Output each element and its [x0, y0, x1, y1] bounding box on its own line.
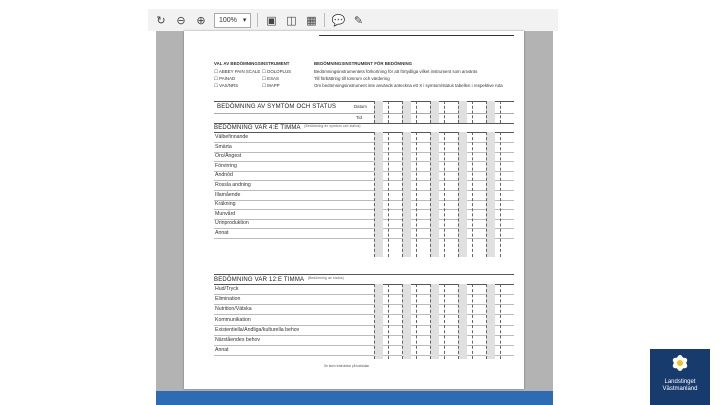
logo-text	[662, 379, 697, 392]
option-1: ☐ ABBEY PAIN SCALE	[214, 69, 261, 74]
grid-divider	[416, 284, 417, 359]
logo-line-1: Landstinget	[664, 379, 696, 385]
logo-line-2: Västmanland	[662, 385, 698, 392]
grid-shade	[374, 284, 383, 359]
header-mid-rule	[214, 113, 514, 114]
symptom-row-label: Förvirring	[215, 162, 237, 169]
symptom-row-label: Nutrition/Vätska	[215, 306, 252, 313]
grid-divider	[486, 101, 487, 123]
zoom-out-icon[interactable]: ⊖	[176, 13, 186, 27]
grid-divider	[444, 284, 445, 359]
toolbar-separator	[324, 13, 325, 27]
grid-shade	[458, 284, 467, 359]
taskbar	[156, 391, 553, 405]
grid-divider	[458, 284, 459, 359]
grid-divider	[486, 132, 487, 257]
row-rule	[214, 142, 514, 143]
grid-divider	[472, 132, 473, 257]
fit-page-icon[interactable]: ▣	[266, 13, 277, 27]
zoom-value: 100%	[219, 16, 237, 24]
grid-divider	[402, 284, 403, 359]
symptom-row-label: Närståendes behov	[215, 337, 260, 343]
grid-divider	[388, 284, 389, 359]
row-rule	[214, 345, 514, 346]
grid-shade	[402, 284, 411, 359]
grid-shade	[430, 132, 439, 257]
zoom-in-icon[interactable]: ⊕	[196, 13, 206, 27]
symptom-row-label: Hud/Tryck	[215, 286, 239, 292]
comment-icon[interactable]: 💬	[331, 13, 346, 27]
header-rule	[214, 101, 514, 102]
top-rule	[319, 35, 514, 36]
section1-rule	[214, 132, 514, 133]
grid-divider	[402, 101, 403, 123]
row-rule	[214, 294, 514, 295]
grid-divider	[374, 284, 375, 359]
row-rule	[214, 355, 514, 356]
rotate-icon[interactable]: ↻	[156, 13, 166, 27]
tid-label: Tid	[356, 115, 362, 120]
grid-divider	[416, 132, 417, 257]
chevron-down-icon: ▾	[242, 17, 247, 24]
footer-note: Se även instruktion på baksidan	[324, 364, 370, 368]
instruction-line-1: Bedömningsinstrumentets förkortning för att förtydliga vilket instrument som använts	[314, 69, 478, 74]
symptom-row-label: Elimination	[215, 296, 241, 303]
document-page	[184, 31, 524, 389]
row-rule	[214, 314, 514, 315]
grid-divider	[402, 132, 403, 257]
grid-shade	[430, 101, 439, 123]
symptom-row-label: Urinproduktion	[215, 220, 249, 227]
symptom-status-title: BEDÖMNING AV SYMTOM OCH STATUS	[217, 104, 337, 110]
grid-divider	[444, 101, 445, 123]
grid-shade	[486, 132, 495, 257]
row-rule	[214, 228, 514, 229]
symptom-row-label: Oro/Ångest	[215, 153, 242, 160]
grid-divider	[430, 284, 431, 359]
two-page-icon[interactable]: ▦	[306, 13, 317, 27]
row-rule	[214, 238, 514, 239]
symptom-row-label: Kräkning	[215, 201, 236, 208]
symptom-row-label: Smärta	[215, 143, 232, 150]
grid-divider	[374, 101, 375, 123]
symptom-row-label: Välbefinnande	[215, 134, 249, 140]
grid-divider	[500, 284, 501, 359]
grid-divider	[500, 132, 501, 257]
toolbar-separator	[257, 13, 258, 27]
option-4: ☐ ESAS	[262, 76, 279, 81]
flower-logo-icon	[663, 349, 697, 377]
grid-shade	[430, 284, 439, 359]
row-rule	[214, 161, 514, 162]
section2-rule	[214, 284, 514, 285]
section2-top-rule	[214, 274, 514, 275]
grid-divider	[444, 132, 445, 257]
grid-divider	[416, 101, 417, 123]
section2-title: BEDÖMNING VAR 12:E TIMMA $^{(Bedömning av status)}$	[214, 276, 344, 283]
header-bottom-rule	[214, 123, 514, 124]
row-rule	[214, 171, 514, 172]
grid-divider	[374, 132, 375, 257]
fit-width-icon[interactable]: ◫	[286, 13, 297, 27]
symptom-row-label: Illamående	[215, 191, 241, 198]
row-rule	[214, 152, 514, 153]
grid-divider	[472, 101, 473, 123]
assessment-heading: BEDÖMNINGSINSTRUMENT FÖR BEDÖMNING	[314, 61, 413, 66]
grid-shade	[402, 101, 411, 123]
row-rule	[214, 200, 514, 201]
symptom-row-label: Annat	[215, 347, 229, 354]
row-rule	[214, 219, 514, 220]
grid-shade	[458, 101, 467, 123]
grid-divider	[500, 101, 501, 123]
grid-divider	[486, 284, 487, 359]
option-3: ☐ PAINAD	[214, 76, 236, 81]
grid-divider	[388, 132, 389, 257]
pen-icon[interactable]: ✎	[353, 13, 364, 27]
grid-divider	[458, 101, 459, 123]
option-2: ☐ DOLOPLUS	[262, 69, 292, 74]
section1-title: BEDÖMNING VAR 4:E TIMMA $^{(Bedömning av symtom och status)}$	[214, 124, 361, 131]
symptom-row-label: Rossla andning	[215, 182, 251, 188]
grid-divider	[388, 101, 389, 123]
grid-divider	[458, 132, 459, 257]
grid-shade	[374, 132, 383, 257]
viewer-toolbar	[148, 9, 558, 31]
grid-shade	[458, 132, 467, 257]
instruction-line-2: Till förbättring till tomrum och värdering	[314, 76, 390, 81]
grid-shade	[486, 284, 495, 359]
zoom-select[interactable]	[214, 13, 251, 28]
grid-divider	[472, 284, 473, 359]
symptom-row-label: Annat	[215, 230, 229, 236]
grid-divider	[430, 132, 431, 257]
grid-shade	[402, 132, 411, 257]
grid-divider	[430, 101, 431, 123]
row-rule	[214, 335, 514, 336]
row-rule	[214, 190, 514, 191]
row-rule	[214, 180, 514, 181]
symptom-row-label: Munvård	[215, 210, 236, 217]
instrument-heading: VAL AV BEDÖMNINGSINSTRUMENT	[214, 61, 290, 66]
option-6: ☐ MAPP	[262, 83, 280, 88]
row-rule	[214, 325, 514, 326]
datum-label: Datum	[354, 104, 367, 109]
symptom-row-label: Kommunikation	[215, 316, 251, 323]
symptom-row-label: Existentiella/Andliga/kulturella behov	[215, 326, 300, 333]
symptom-row-label: Andnöd	[215, 172, 233, 179]
county-logo	[650, 349, 710, 405]
row-rule	[214, 209, 514, 210]
grid-shade	[374, 101, 383, 123]
grid-shade	[486, 101, 495, 123]
option-5: ☐ VAS/NRS	[214, 83, 239, 88]
instruction-line-3: Om bedömningsinstrument inte används anteckna ett X i symtom/status tabellen i respektive ruta	[314, 83, 503, 88]
row-rule	[214, 304, 514, 305]
